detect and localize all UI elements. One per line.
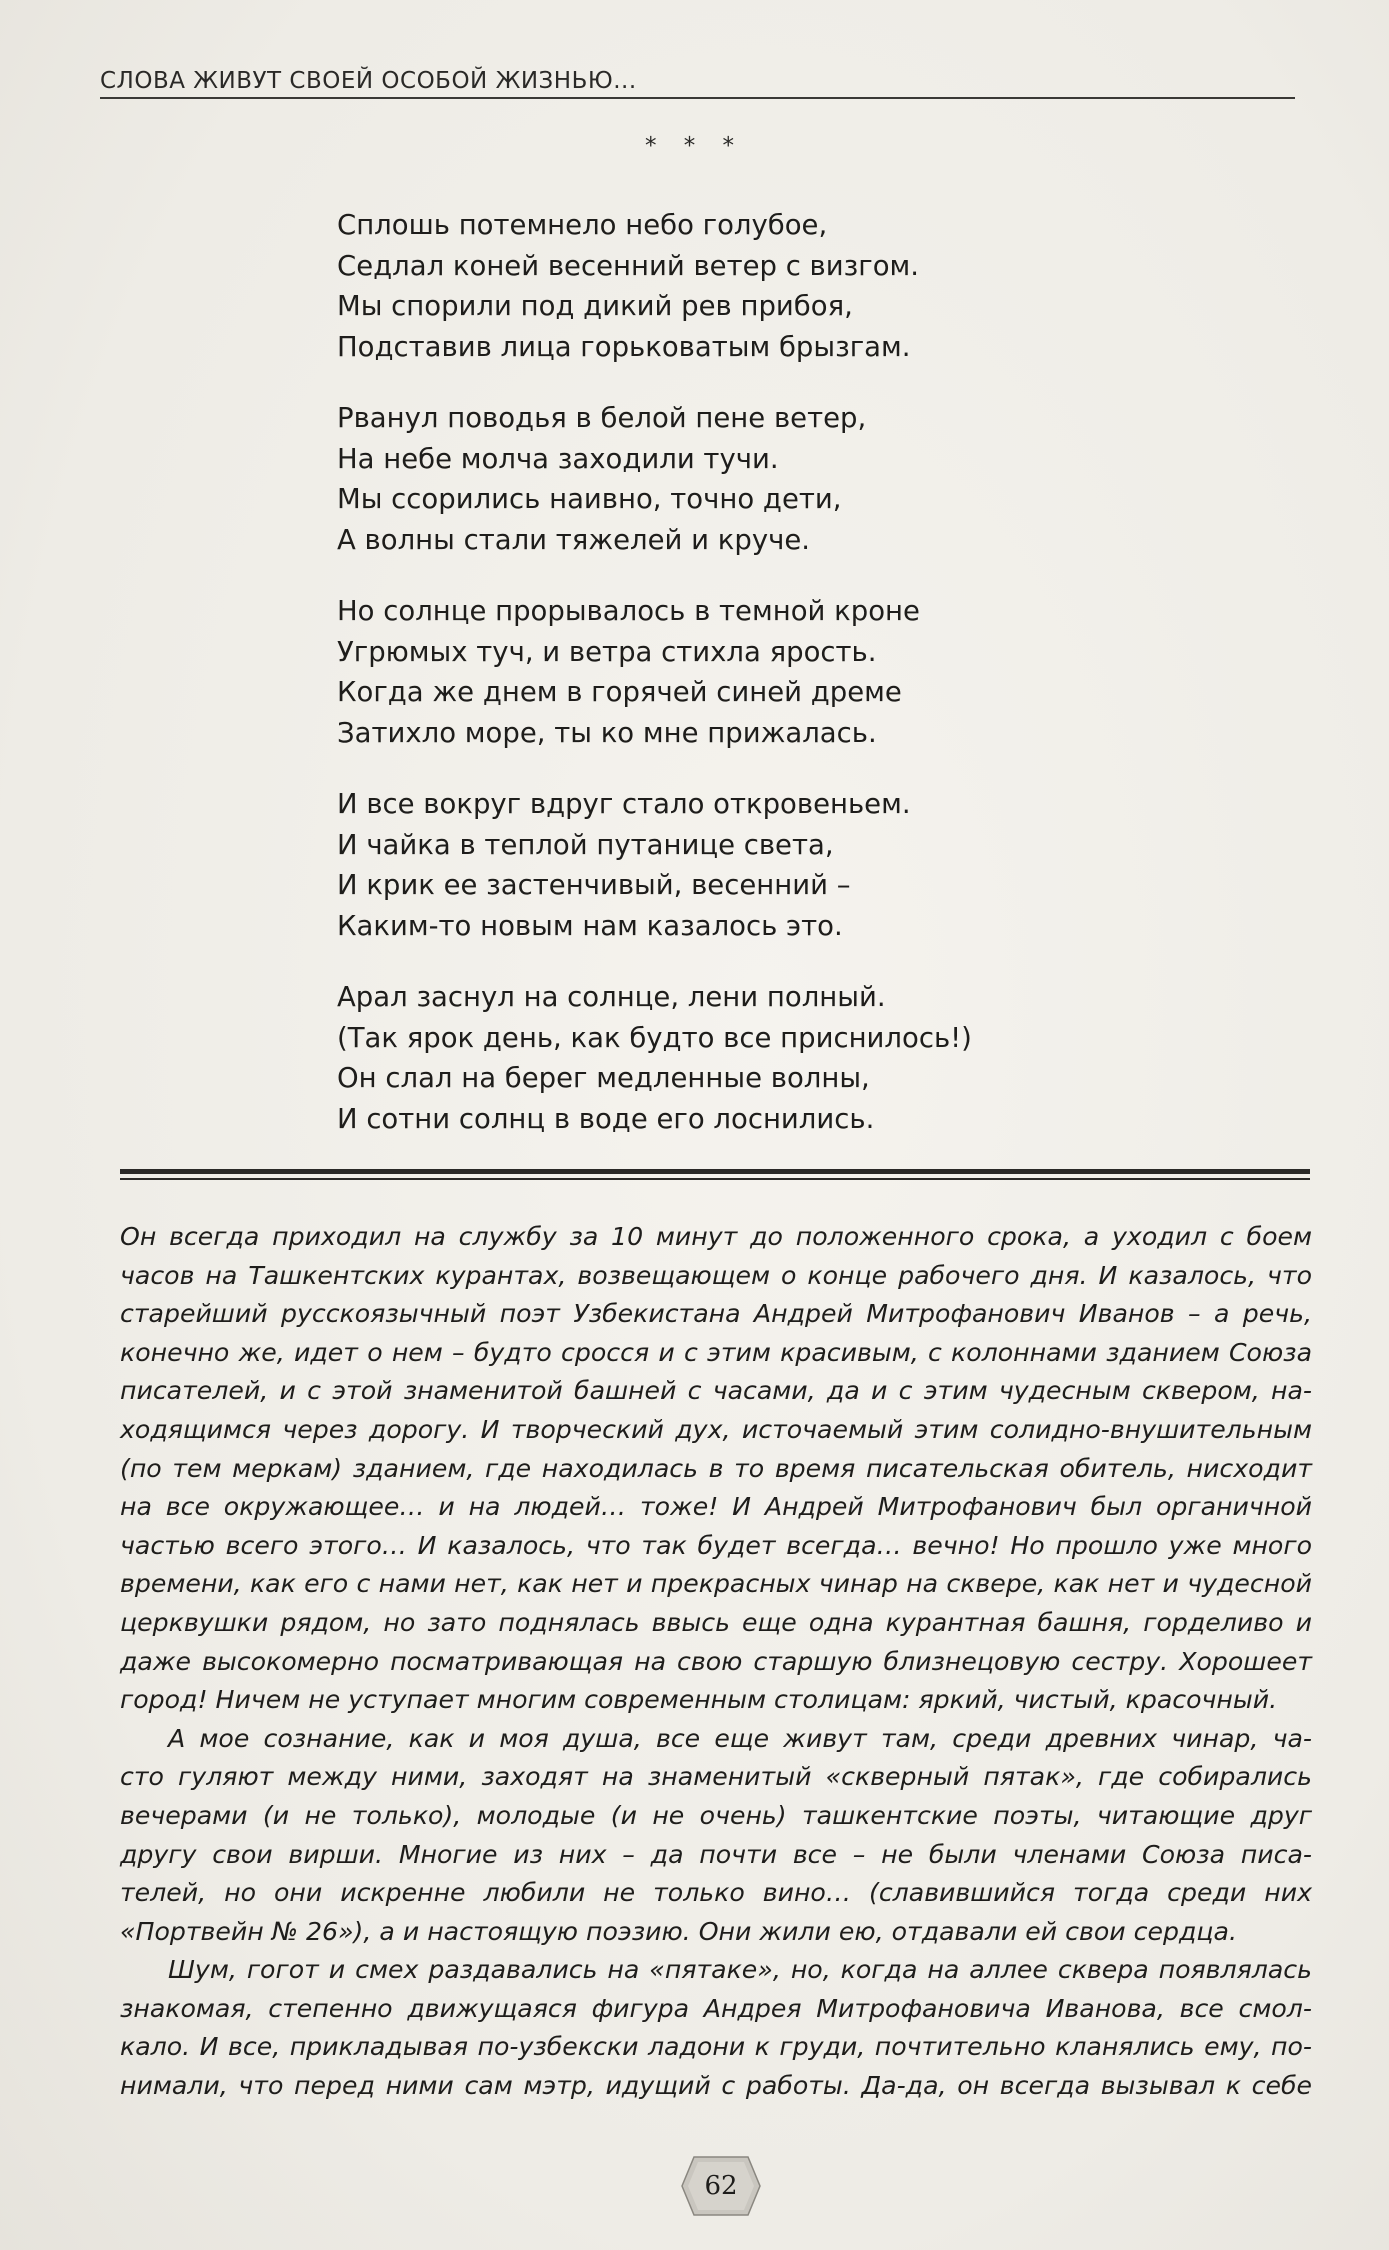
poem-line: Когда же днем в горячей синей дреме (337, 676, 902, 708)
poem-stanza (337, 205, 1237, 367)
prose-text (120, 1218, 1312, 2106)
running-head (100, 68, 1295, 99)
prose-line: ходящимся через дорогу. И творческий дух, источаемый этим солидно-внушительным (120, 1414, 1312, 1444)
poem (337, 205, 1237, 1170)
poem-line: И все вокруг вдруг стало откровеньем. (337, 788, 911, 820)
page-number: 62 (704, 2171, 738, 2201)
poem-stanza (337, 977, 1237, 1139)
poem-line: Мы ссорились наивно, точно дети, (337, 483, 842, 515)
poem-line: Подставив лица горьковатым брызгам. (337, 330, 911, 363)
prose-line: церквушки рядом, но зато поднялась ввысь еще одна курантная башня, горделиво и (120, 1607, 1312, 1637)
poem-line: Рванул поводья в белой пене ветер, (337, 402, 867, 434)
poem-line: И сотни солнц в воде его лоснились. (337, 1102, 875, 1135)
poem-line: И чайка в теплой путанице света, (337, 828, 834, 861)
prose-paragraph (120, 1951, 1312, 2105)
poem-stanza (337, 398, 1237, 560)
running-head-text: СЛОВА ЖИВУТ СВОЕЙ ОСОБОЙ ЖИЗНЬЮ... (100, 68, 637, 94)
poem-line: Каким-то новым нам казалось это. (337, 909, 843, 942)
poem-line: Угрюмых туч, и ветра стихла ярость. (337, 635, 877, 668)
prose-line: конечно же, идет о нем – будто сросся и с этим красивым, с колоннами зданием Союза (120, 1337, 1312, 1367)
poem-line: На небе молча заходили тучи. (337, 442, 779, 475)
prose-line: Он всегда приходил на службу за 10 минут до положенного срока, а уходил с боем (120, 1222, 1312, 1251)
prose-line: телей, но они искренне любили не только вино… (славившийся тогда среди них (120, 1878, 1312, 1908)
prose-line: на все окружающее… и на людей… тоже! И Андрей Митрофанович был органичной (120, 1492, 1312, 1522)
prose-line: даже высокомерно посматривающая на свою старшую близнецовую сестру. Хорошеет (120, 1646, 1312, 1676)
prose-line: нимали, что перед ними сам мэтр, идущий с работы. Да-да, он всегда вызывал к себе (120, 2071, 1312, 2101)
poem-line: Затихло море, ты ко мне прижалась. (337, 716, 877, 749)
poem-line: Сплошь потемнело небо голубое, (337, 209, 828, 241)
prose-line: А мое сознание, как и моя душа, все еще живут там, среди древних чинар, ча- (168, 1723, 1312, 1753)
poem-stanza (337, 591, 1237, 753)
prose-paragraph (120, 1720, 1312, 1952)
poem-line: Седлал коней весенний ветер с визгом. (337, 249, 920, 282)
prose-line: «Портвейн № 26»), а и настоящую поэзию. Они жили ею, отдавали ей свои сердца. (120, 1916, 1237, 1946)
poem-line: И крик ее застенчивый, весенний – (337, 869, 851, 901)
poem-line: Арал заснул на солнце, лени полный. (337, 981, 886, 1013)
prose-line: писателей, и с этой знаменитой башней с часами, да и с этим чудесным сквером, на- (120, 1376, 1312, 1406)
poem-line: (Так ярок день, как будто все приснилось!) (337, 1021, 972, 1054)
rule-thin-line (120, 1178, 1310, 1180)
prose-line: Шум, гогот и смех раздавались на «пятаке», но, когда на аллее сквера появлялась (168, 1955, 1312, 1985)
prose-line: знакомая, степенно движущаяся фигура Андрея Митрофановича Иванова, все смол- (120, 1993, 1312, 2023)
double-rule-divider (120, 1169, 1310, 1181)
section-separator: * * * (644, 133, 745, 159)
prose-line: (по тем меркам) зданием, где находилась в то время писательская обитель, нисходит (120, 1453, 1312, 1483)
page-number-badge (680, 2155, 762, 2217)
poem-stanza (337, 784, 1237, 946)
prose-line: город! Ничем не уступает многим современным столицам: яркий, чистый, красочный. (120, 1685, 1278, 1715)
prose-line: старейший русскоязычный поэт Узбекистана Андрей Митрофанович Иванов – а речь, (120, 1299, 1312, 1329)
prose-line: другу свои вирши. Многие из них – да почти все – не были членами Союза писа- (120, 1839, 1312, 1869)
prose-line: вечерами (и не только), молодые (и не очень) ташкентские поэты, читающие друг (120, 1800, 1312, 1830)
poem-line: Но солнце прорывалось в темной кроне (337, 595, 920, 627)
prose-line: сто гуляют между ними, заходят на знаменитый «скверный пятак», где собирались (120, 1762, 1312, 1792)
prose-line: часов на Ташкентских курантах, возвещающем о конце рабочего дня. И казалось, что (120, 1260, 1312, 1290)
prose-line: кало. И все, прикладывая по-узбекски ладони к груди, почтительно кланялись ему, по- (120, 2032, 1312, 2062)
prose-line: частью всего этого… И казалось, что так будет всегда… вечно! Но прошло уже много (120, 1530, 1312, 1560)
prose-paragraph (120, 1218, 1312, 1720)
prose-line: времени, как его с нами нет, как нет и прекрасных чинар на сквере, как нет и чудесной (120, 1569, 1312, 1599)
poem-line: А волны стали тяжелей и круче. (337, 523, 811, 556)
poem-line: Мы спорили под дикий рев прибоя, (337, 290, 853, 322)
poem-line: Он слал на берег медленные волны, (337, 1062, 870, 1094)
rule-thick-line (120, 1169, 1310, 1174)
